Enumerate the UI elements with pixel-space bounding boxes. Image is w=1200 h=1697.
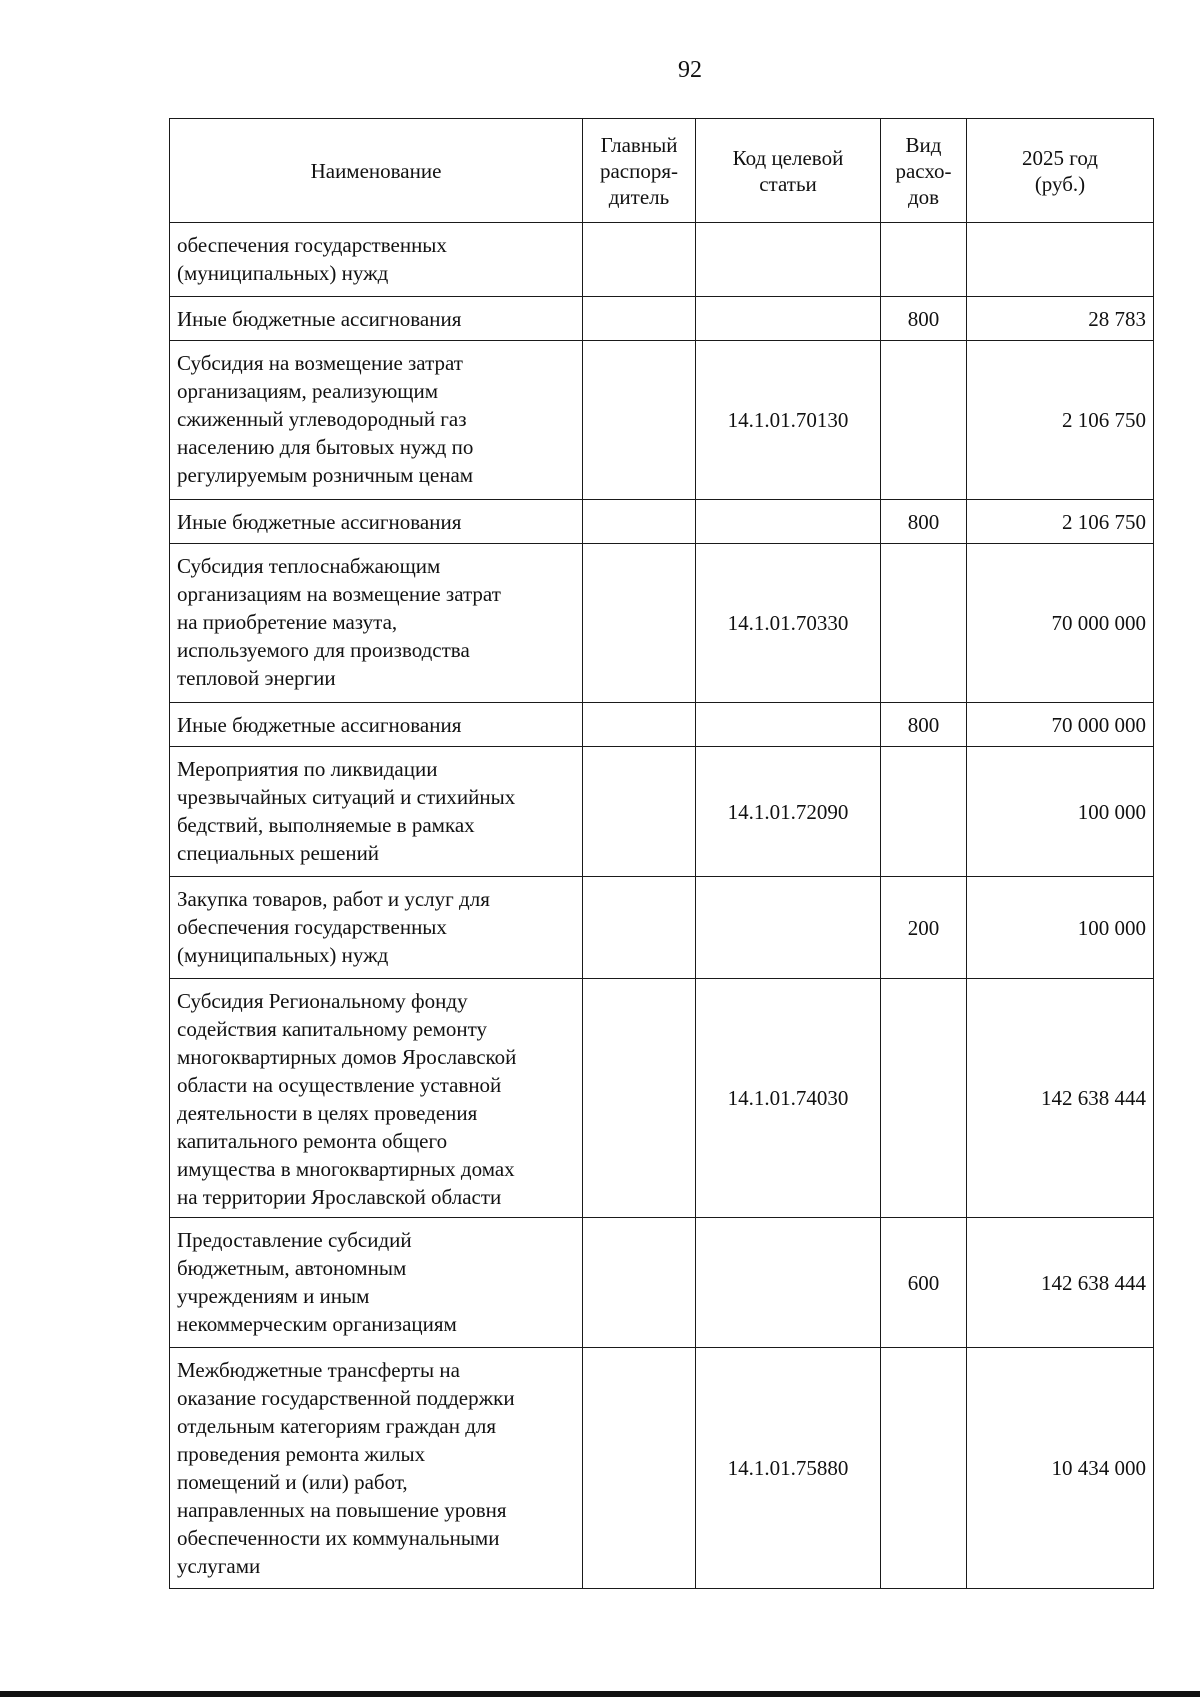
row-target-code-cell	[696, 223, 881, 297]
header-manager	[583, 119, 696, 223]
row-name-line: Субсидия на возмещение затрат	[177, 351, 463, 375]
row-name-cell	[170, 1348, 583, 1589]
bottom-edge-rule	[0, 1691, 1200, 1697]
row-name-line: на территории Ярославской области	[177, 1185, 502, 1209]
header-expense-type-line: расхо-	[895, 158, 952, 183]
row-name-cell	[170, 341, 583, 500]
row-manager-cell	[583, 341, 696, 500]
row-name-line: области на осуществление уставной	[177, 1073, 502, 1097]
row-manager-cell	[583, 877, 696, 979]
row-expense-type-cell	[881, 747, 967, 877]
row-target-code-cell: 14.1.01.70130	[696, 341, 881, 500]
row-name-line: имущества в многоквартирных домах	[177, 1157, 515, 1181]
table-row	[170, 877, 1154, 979]
row-name-line: бедствий, выполняемые в рамках	[177, 813, 475, 837]
row-name-line: Иные бюджетные ассигнования	[177, 509, 462, 534]
row-amount-cell: 2 106 750	[967, 500, 1154, 544]
row-expense-type-cell: 600	[881, 1218, 967, 1348]
table-row	[170, 544, 1154, 703]
row-name-line: учреждениям и иным	[177, 1284, 370, 1308]
header-year-amount	[967, 119, 1154, 223]
row-name-line: Закупка товаров, работ и услуг для	[177, 887, 490, 911]
header-year-amount-line: (руб.)	[1034, 171, 1086, 196]
row-name-line: деятельности в целях проведения	[177, 1101, 478, 1125]
row-manager-cell	[583, 703, 696, 747]
row-manager-cell	[583, 1218, 696, 1348]
row-name-line: (муниципальных) нужд	[177, 943, 389, 967]
header-expense-type	[881, 119, 967, 223]
row-name-line: бюджетным, автономным	[177, 1256, 407, 1280]
row-target-code-cell: 14.1.01.70330	[696, 544, 881, 703]
header-name: Наименование	[170, 119, 583, 223]
row-expense-type-cell	[881, 544, 967, 703]
row-name-cell	[170, 703, 583, 747]
row-name-cell	[170, 297, 583, 341]
table-row	[170, 223, 1154, 297]
row-name-line: используемого для производства	[177, 638, 470, 662]
row-manager-cell	[583, 500, 696, 544]
row-name-line: обеспечения государственных	[177, 233, 447, 257]
row-name-cell	[170, 747, 583, 877]
row-expense-type-cell: 800	[881, 500, 967, 544]
row-target-code-cell: 14.1.01.72090	[696, 747, 881, 877]
row-amount-cell: 100 000	[967, 877, 1154, 979]
row-target-code-cell	[696, 297, 881, 341]
header-manager-line: распоря-	[599, 158, 679, 183]
table-row	[170, 703, 1154, 747]
row-name-line: капитального ремонта общего	[177, 1129, 448, 1153]
row-manager-cell	[583, 1348, 696, 1589]
row-name-line: специальных решений	[177, 841, 380, 865]
row-name-line: Межбюджетные трансферты на	[177, 1358, 460, 1382]
table-row	[170, 979, 1154, 1218]
row-name-line: направленных на повышение уровня	[177, 1498, 507, 1522]
row-target-code-cell	[696, 500, 881, 544]
header-target-code-line: статьи	[759, 171, 817, 196]
table-row	[170, 500, 1154, 544]
row-name-line: помещений и (или) работ,	[177, 1470, 408, 1494]
row-name-line: чрезвычайных ситуаций и стихийных	[177, 785, 516, 809]
row-expense-type-cell: 200	[881, 877, 967, 979]
row-name-line: содействия капитальному ремонту	[177, 1017, 488, 1041]
row-manager-cell	[583, 979, 696, 1218]
row-amount-cell: 70 000 000	[967, 703, 1154, 747]
header-manager-line: Главный	[600, 132, 678, 157]
row-name-line: организациям, реализующим	[177, 379, 438, 403]
row-name-line: тепловой энергии	[177, 666, 336, 690]
table-row	[170, 341, 1154, 500]
row-name-line: проведения ремонта жилых	[177, 1442, 426, 1466]
row-expense-type-cell	[881, 1348, 967, 1589]
row-name-line: (муниципальных) нужд	[177, 261, 389, 285]
row-name-line: Иные бюджетные ассигнования	[177, 712, 462, 737]
row-manager-cell	[583, 297, 696, 341]
row-name-line: обеспечения государственных	[177, 915, 447, 939]
row-name-cell	[170, 979, 583, 1218]
row-name-line: организациям на возмещение затрат	[177, 582, 501, 606]
budget-table	[169, 118, 1154, 1589]
header-target-code	[696, 119, 881, 223]
row-name-line: сжиженный углеводородный газ	[177, 407, 467, 431]
row-name-line: Предоставление субсидий	[177, 1228, 412, 1252]
row-amount-cell: 28 783	[967, 297, 1154, 341]
header-expense-type-line: дов	[907, 184, 940, 209]
row-amount-cell: 70 000 000	[967, 544, 1154, 703]
table-row	[170, 297, 1154, 341]
row-name-line: Субсидия теплоснабжающим	[177, 554, 441, 578]
row-target-code-cell: 14.1.01.74030	[696, 979, 881, 1218]
row-name-cell	[170, 500, 583, 544]
row-amount-cell: 10 434 000	[967, 1348, 1154, 1589]
row-expense-type-cell	[881, 979, 967, 1218]
row-target-code-cell: 14.1.01.75880	[696, 1348, 881, 1589]
row-expense-type-cell	[881, 223, 967, 297]
row-target-code-cell	[696, 877, 881, 979]
row-name-cell	[170, 223, 583, 297]
header-target-code-line: Код целевой	[732, 145, 844, 170]
row-name-line: Иные бюджетные ассигнования	[177, 306, 462, 331]
page-number: 92	[678, 57, 702, 83]
row-amount-cell: 142 638 444	[967, 979, 1154, 1218]
table-row	[170, 747, 1154, 877]
row-target-code-cell	[696, 703, 881, 747]
header-year-amount-line: 2025 год	[1022, 145, 1098, 170]
row-name-line: Мероприятия по ликвидации	[177, 757, 438, 781]
row-name-line: отдельным категориям граждан для	[177, 1414, 497, 1438]
row-target-code-cell	[696, 1218, 881, 1348]
row-amount-cell: 142 638 444	[967, 1218, 1154, 1348]
table-row	[170, 1348, 1154, 1589]
header-expense-type-line: Вид	[905, 132, 942, 157]
row-manager-cell	[583, 223, 696, 297]
row-name-line: многоквартирных домов Ярославской	[177, 1045, 517, 1069]
row-manager-cell	[583, 544, 696, 703]
row-name-line: обеспеченности их коммунальными	[177, 1526, 500, 1550]
table-header-row	[170, 119, 1154, 223]
row-name-cell	[170, 1218, 583, 1348]
row-name-line: услугами	[177, 1554, 261, 1578]
row-name-line: некоммерческим организациям	[177, 1312, 457, 1336]
row-name-line: населению для бытовых нужд по	[177, 435, 474, 459]
row-amount-cell: 100 000	[967, 747, 1154, 877]
row-name-line: регулируемым розничным ценам	[177, 463, 474, 487]
row-amount-cell: 2 106 750	[967, 341, 1154, 500]
table-row	[170, 1218, 1154, 1348]
row-name-line: на приобретение мазута,	[177, 610, 398, 634]
row-name-cell	[170, 544, 583, 703]
row-name-cell	[170, 877, 583, 979]
header-manager-line: дитель	[608, 184, 670, 209]
row-expense-type-cell: 800	[881, 297, 967, 341]
row-expense-type-cell	[881, 341, 967, 500]
row-expense-type-cell: 800	[881, 703, 967, 747]
row-name-line: оказание государственной поддержки	[177, 1386, 515, 1410]
row-manager-cell	[583, 747, 696, 877]
row-name-line: Субсидия Региональному фонду	[177, 989, 468, 1013]
row-amount-cell	[967, 223, 1154, 297]
